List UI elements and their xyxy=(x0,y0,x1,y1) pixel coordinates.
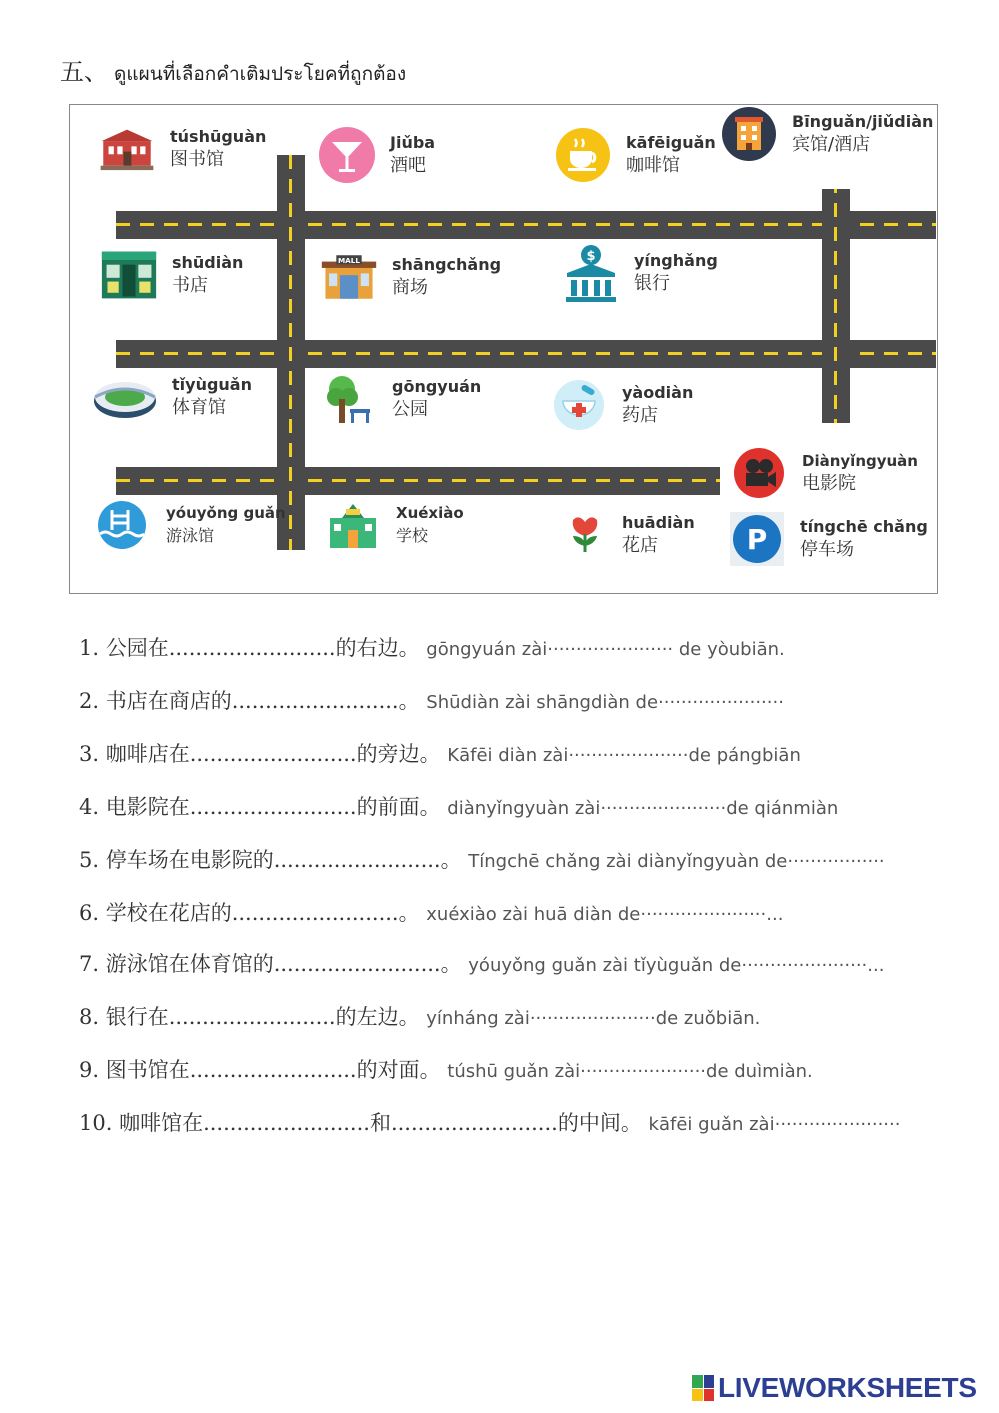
place-hanzi: 公园 xyxy=(392,399,428,420)
question-pinyin: túshū guǎn zài······················de duìmiàn. xyxy=(447,1061,813,1082)
place-pinyin: gōngyuán xyxy=(392,377,482,396)
place-hanzi: 银行 xyxy=(634,273,670,294)
school-icon xyxy=(324,501,382,549)
place-cafe xyxy=(554,131,716,179)
bank-icon xyxy=(562,249,620,297)
question-10 xyxy=(79,1107,900,1137)
place-parking xyxy=(728,515,928,563)
exercise-number: 五、 xyxy=(60,58,108,86)
place-hanzi: 学校 xyxy=(396,526,429,545)
bookstore-icon xyxy=(100,251,158,299)
question-1 xyxy=(79,632,785,662)
place-pinyin: yínghǎng xyxy=(634,251,718,270)
place-pharmacy xyxy=(550,381,693,429)
question-3 xyxy=(79,738,801,768)
question-2 xyxy=(79,685,784,715)
place-pinyin: Jiǔba xyxy=(390,133,436,152)
place-pinyin: Diànyǐngyuàn xyxy=(802,452,918,470)
place-hanzi: 书店 xyxy=(172,275,208,296)
place-hanzi: 游泳馆 xyxy=(166,526,215,545)
question-pinyin: kāfēi guǎn zài······················ xyxy=(648,1114,901,1135)
question-pinyin: Shūdiàn zài shāngdiàn de······················ xyxy=(426,692,784,713)
question-chinese: 7. 游泳馆在体育馆的.........................。 xyxy=(79,952,462,976)
place-bank xyxy=(562,249,718,297)
place-bar xyxy=(318,131,435,179)
cinema-icon xyxy=(730,449,788,497)
logo-text: LIVEWORKSHEETS xyxy=(718,1372,977,1403)
road-top xyxy=(116,211,936,239)
place-hanzi: 酒吧 xyxy=(390,155,426,176)
liveworksheets-logo xyxy=(692,1372,977,1404)
place-park xyxy=(320,375,481,423)
bank-sign: $ xyxy=(586,249,596,264)
question-4 xyxy=(79,791,838,821)
question-chinese: 3. 咖啡店在.........................的旁边。 xyxy=(79,742,441,766)
exercise-instruction: ดูแผนที่เลือกคำเติมประโยคที่ถูกต้อง xyxy=(114,63,407,85)
flower-shop-icon xyxy=(562,511,608,559)
question-5 xyxy=(79,844,885,874)
mall-icon xyxy=(320,253,378,301)
place-cinema xyxy=(730,449,918,497)
place-pinyin: tǐyùguǎn xyxy=(172,375,252,394)
question-pinyin: gōngyuán zài······················ de yòubiān. xyxy=(426,639,785,660)
logo-mark-icon xyxy=(692,1375,714,1401)
place-flower-shop xyxy=(562,511,695,559)
road-right xyxy=(822,155,850,423)
place-mall xyxy=(320,253,501,301)
pharmacy-icon xyxy=(550,381,608,429)
question-chinese: 9. 图书馆在.........................的对面。 xyxy=(79,1058,441,1082)
question-chinese: 1. 公园在.........................的右边。 xyxy=(79,636,420,660)
place-pinyin: shāngchǎng xyxy=(392,255,502,274)
road-bottom xyxy=(116,467,720,495)
place-pinyin: túshūguàn xyxy=(170,127,267,146)
question-pinyin: Kāfēi diàn zài·····················de pángbiān xyxy=(447,745,801,766)
place-hanzi: 商场 xyxy=(392,277,428,298)
question-chinese: 2. 书店在商店的.........................。 xyxy=(79,689,420,713)
place-hanzi: 花店 xyxy=(622,535,658,556)
place-pinyin: huādiàn xyxy=(622,513,695,532)
place-hanzi: 宾馆/酒店 xyxy=(792,134,871,155)
place-pinyin: yóuyǒng guǎn xyxy=(166,504,286,522)
question-pinyin: xuéxiào zài huā diàn de······················... xyxy=(426,904,784,925)
place-hanzi: 药店 xyxy=(622,405,658,426)
place-pinyin: tíngchē chǎng xyxy=(800,517,928,536)
place-stadium xyxy=(92,373,252,421)
parking-sign: P xyxy=(746,523,768,556)
coffee-icon xyxy=(554,131,612,179)
place-pinyin: yàodiàn xyxy=(622,383,694,402)
place-pinyin: shūdiàn xyxy=(172,253,244,272)
place-hanzi: 停车场 xyxy=(800,539,854,560)
place-hanzi: 咖啡馆 xyxy=(626,155,680,176)
parking-icon xyxy=(728,515,786,563)
question-6 xyxy=(79,897,783,927)
place-pinyin: kāfēiguǎn xyxy=(626,133,716,152)
question-pinyin: yóuyǒng guǎn zài tǐyùguǎn de······················... xyxy=(468,955,885,976)
road-left xyxy=(277,155,305,550)
question-7 xyxy=(79,948,884,978)
place-swimming-pool xyxy=(92,501,286,549)
cocktail-icon xyxy=(318,131,376,179)
place-hanzi: 图书馆 xyxy=(170,149,224,170)
place-hotel xyxy=(720,110,933,158)
town-map xyxy=(69,104,938,594)
question-pinyin: diànyǐngyuàn zài······················de qiánmiàn xyxy=(447,798,839,819)
question-chinese: 6. 学校在花店的.........................。 xyxy=(79,901,420,925)
place-library xyxy=(98,125,266,173)
question-chinese: 10. 咖啡馆在.........................和.........................的中间。 xyxy=(79,1111,642,1135)
place-hanzi: 电影院 xyxy=(802,473,856,494)
question-chinese: 5. 停车场在电影院的.........................。 xyxy=(79,848,462,872)
hotel-icon xyxy=(720,110,778,158)
place-hanzi: 体育馆 xyxy=(172,397,226,418)
library-icon xyxy=(98,125,156,173)
swimming-pool-icon xyxy=(92,501,152,549)
place-pinyin: Bīnguǎn/jiǔdiàn xyxy=(792,112,934,131)
question-pinyin: yínháng zài······················de zuǒbiān. xyxy=(426,1008,761,1029)
question-9 xyxy=(79,1054,813,1084)
place-pinyin: Xuéxiào xyxy=(396,504,464,522)
question-pinyin: Tíngchē chǎng zài diànyǐngyuàn de················· xyxy=(468,851,885,872)
road-middle xyxy=(116,340,936,368)
question-8 xyxy=(79,1001,760,1031)
question-chinese: 4. 电影院在.........................的前面。 xyxy=(79,795,441,819)
mall-sign: MALL xyxy=(337,255,361,265)
exercise-heading xyxy=(60,52,406,89)
place-school xyxy=(324,501,464,549)
question-chinese: 8. 银行在.........................的左边。 xyxy=(79,1005,420,1029)
place-bookstore xyxy=(100,251,243,299)
park-icon xyxy=(320,375,378,423)
stadium-icon xyxy=(92,373,158,421)
